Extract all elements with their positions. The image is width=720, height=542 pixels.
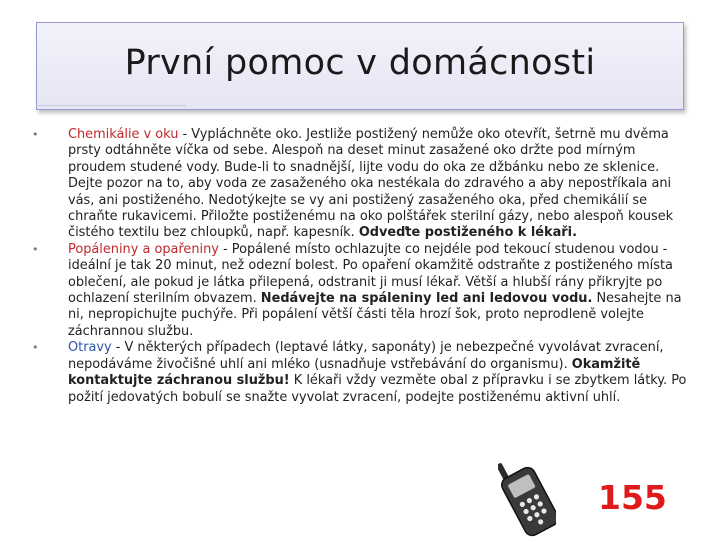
term-label: Chemikálie v oku — [68, 127, 179, 142]
list-item — [30, 340, 690, 406]
term-label: Otravy — [68, 340, 112, 356]
slide-title: První pomoc v domácnosti — [124, 43, 596, 83]
phone-icon — [498, 450, 556, 538]
item-emphasis: Odveďte postiženého k lékaři. — [358, 225, 577, 241]
content-list — [30, 127, 690, 406]
item-emphasis: Nedávejte na spáleniny led ani ledovou vodu. — [260, 291, 593, 307]
item-emphasis: Okamžitě kontaktujte záchranou službu! — [68, 356, 641, 389]
title-box — [36, 22, 684, 110]
list-item — [30, 127, 690, 242]
item-text: K lékaři vždy vezměte obal z přípravku i se zbytkem látky. Po požití jedovatých bobulí se snažte vyvolat zvracení, podejte postiženému aktivní uhlí. — [68, 373, 687, 405]
bullet-marker: • — [32, 242, 39, 256]
title-divider — [36, 105, 186, 106]
item-text: - Popálené místo ochlazujte co nejdéle pod tekoucí studenou vodou - ideální je tak 20 minut, než odezní bolest. Po opaření okamžitě odstraňte z postiženého místa oblečení, ale pokud je látka přilepená, odstranit ji musí lékař. Větší a hlubší rány přikryjte po ochlazení sterilním obvazem. — [68, 241, 673, 307]
term-label: Popáleniny a opařeniny — [68, 241, 219, 257]
item-text: - V některých případech (leptavé látky, saponáty) je nebezpečné vyvolávat zvracení, nepodáváme živočišné uhlí ani mléko (usnadňuje vstřebávání do organismu). — [68, 340, 664, 372]
item-text: - Vypláchněte oko. Jestliže postižený nemůže oko otevřít, šetrně mu dvěma prsty odtáhněte víčka od sebe. Alespoň na deset minut zasažené oko držte pod mírným proudem studené vody. Bude-li to snadnější, lijte vodu do oka ze džbánku nebo ze sklenice. Dejte pozor na to, aby voda ze zasaženého oka nestékala do zdravého a aby nepostříkala ani vás, ani postiženého. Nedotýkejte se vy ani postižený zasaženého oka, před chemikálií se chraňte rukavicemi. Přiložte postiženému na oko polštářek sterilní gázy, nebo alespoň kousek čistého textilu bez chloupků, např. kapesník. — [68, 127, 674, 241]
page-number: 155 — [598, 478, 667, 517]
bullet-marker: • — [32, 128, 39, 141]
bullet-marker: • — [32, 341, 39, 355]
list-item — [30, 242, 690, 340]
item-text: Nesahejte na ni, nepropichujte puchýře. Při popálení větší části těla hrozí šok, proto neprodleně volejte záchrannou službu. — [68, 291, 682, 339]
